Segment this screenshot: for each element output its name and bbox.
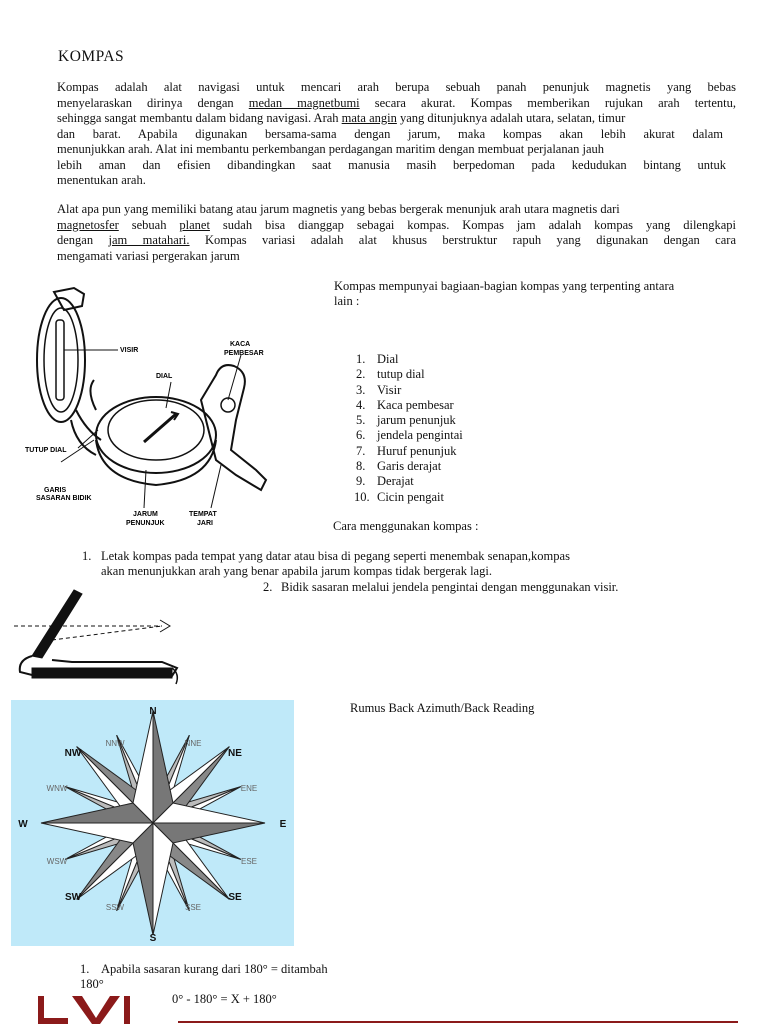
link-medan-magnetbumi[interactable]: medan magnetbumi <box>248 95 360 110</box>
list-label: Visir <box>377 382 402 397</box>
rose-label-sse: SSE <box>184 903 202 912</box>
list-item <box>356 474 463 489</box>
text-line <box>57 233 736 249</box>
text-fragment: dengan <box>57 233 109 247</box>
paragraph-intro <box>57 80 736 189</box>
label-dial: DIAL <box>156 373 173 380</box>
rose-label-nnw: NNW <box>105 739 125 748</box>
list-item <box>356 383 463 398</box>
rose-label-ssw: SSW <box>105 903 125 912</box>
label-kaca: KACA <box>230 341 251 348</box>
text-fragment: secara akurat. Kompas memberikan rujukan arah tertentu, <box>359 95 737 110</box>
rose-label-ese: ESE <box>240 857 258 866</box>
text-fragment: sehingga sangat membantu dalam bidang navigasi. Arah <box>57 111 342 125</box>
list-number: 4. <box>356 397 366 412</box>
list-label: tutup dial <box>377 367 425 382</box>
compass-parts-diagram <box>16 280 316 530</box>
rose-label-s: S <box>149 933 157 944</box>
rule-text: Apabila sasaran kurang dari 180° = ditambah <box>101 962 328 976</box>
text-line: menentukan arah. <box>57 173 146 187</box>
list-number: 3. <box>356 382 366 397</box>
label-visir: VISIR <box>120 347 139 354</box>
rose-label-ne: NE <box>228 748 242 759</box>
text-line <box>80 962 328 977</box>
text-line <box>57 96 736 112</box>
text-fragment: sudah bisa dianggap sebagai kompas. Kompas jam adalah kompas yang dilengkapi <box>209 217 736 232</box>
list-number: 1. <box>356 352 366 366</box>
label-sasaran-bidik: SASARAN BIDIK <box>36 495 92 502</box>
label-pembesar: PEMBESAR <box>224 350 264 357</box>
list-item <box>356 444 463 459</box>
list-item <box>354 490 463 505</box>
rose-label-n: N <box>149 706 157 717</box>
rose-label-e: E <box>279 819 287 830</box>
step-number: 1. <box>82 549 92 563</box>
link-magnetosfer[interactable]: magnetosfer <box>57 217 119 232</box>
footer-rule <box>178 1021 738 1023</box>
paragraph-definition <box>57 202 736 264</box>
label-tutup-dial: TUTUP DIAL <box>25 447 67 454</box>
list-label: Derajat <box>377 474 414 489</box>
usage-heading: Cara menggunakan kompas : <box>333 519 479 533</box>
list-number: 6. <box>356 428 366 443</box>
list-item <box>356 413 463 428</box>
list-number: 7. <box>356 443 366 458</box>
parts-list <box>356 352 463 505</box>
back-azimuth-heading: Rumus Back Azimuth/Back Reading <box>350 701 535 715</box>
rose-label-se: SE <box>228 892 242 903</box>
list-label: jendela pengintai <box>377 428 463 443</box>
text-line: lebih aman dan efisien dibandingkan saat manusia masih berpedoman pada kedudukan bintang untuk <box>57 157 726 172</box>
text-line <box>82 549 570 564</box>
link-mata-angin[interactable]: mata angin <box>341 111 397 125</box>
label-garis: GARIS <box>44 487 67 494</box>
list-item <box>356 367 463 382</box>
text-fragment: Kompas variasi adalah alat khusus berstruktur rapuh yang digunakan dengan cara <box>189 233 736 247</box>
rose-label-wsw: WSW <box>46 857 68 866</box>
list-label: Cicin pengait <box>377 489 444 504</box>
parts-intro <box>334 279 738 309</box>
link-jam-matahari[interactable]: jam matahari. <box>108 233 190 247</box>
text-line: 180° <box>80 977 104 991</box>
text-line <box>57 111 736 127</box>
link-planet[interactable]: planet <box>179 217 210 232</box>
list-item <box>356 352 463 367</box>
label-penunjuk: PENUNJUK <box>126 520 165 527</box>
rose-label-nw: NW <box>64 748 82 759</box>
text-line: akan menunjukkan arah yang benar apabila jarum kompas tidak bergerak lagi. <box>101 564 492 578</box>
formula: 0° - 180° = X + 180° <box>172 992 277 1006</box>
step-text: Letak kompas pada tempat yang datar atau bisa di pegang seperti menembak senapan,kompas <box>101 549 570 563</box>
step-2 <box>263 580 618 595</box>
list-item <box>356 398 463 413</box>
label-tempat: TEMPAT <box>189 511 217 518</box>
text-line: Kompas mempunyai bagiaan-bagian kompas yang terpenting antara <box>334 279 675 293</box>
text-line: lain : <box>334 294 360 308</box>
text-line: mengamati variasi pergerakan jarum <box>57 248 240 263</box>
label-jari: JARI <box>197 520 213 527</box>
text-fragment: menyelaraskan dirinya dengan <box>57 95 249 110</box>
step-text: Bidik sasaran melalui jendela pengintai dengan menggunakan visir. <box>281 580 619 594</box>
text-fragment: yang ditunjuknya adalah utara, selatan, timur <box>396 111 626 125</box>
list-label: jarum penunjuk <box>377 413 456 428</box>
rule-number: 1. <box>80 962 90 976</box>
page-title: KOMPAS <box>58 48 125 65</box>
list-number: 9. <box>356 474 366 489</box>
list-number: 2. <box>356 367 366 382</box>
text-fragment: sebuah <box>118 217 180 232</box>
list-number: 10. <box>354 489 370 504</box>
text-line: Alat apa pun yang memiliki batang atau jarum magnetis yang bebas bergerak menunjuk arah utara magnetis dari <box>57 202 620 216</box>
list-label: Dial <box>377 352 399 366</box>
label-jarum: JARUM <box>133 511 158 518</box>
rose-label-ene: ENE <box>240 784 258 793</box>
text-line <box>57 218 736 234</box>
text-line: menunjukkan arah. Alat ini membantu perkembangan perdagangan maritim dengan membuat perjalanan jauh <box>57 142 605 156</box>
compass-rose <box>11 700 294 946</box>
rose-label-wnw: WNW <box>46 784 68 793</box>
list-item <box>356 459 463 474</box>
list-number: 8. <box>356 459 366 474</box>
text-line: dan barat. Apabila digunakan bersama-sama dengan jarum, maka kompas akan lebih akurat dalam <box>57 126 723 141</box>
list-number: 5. <box>356 413 366 428</box>
sighting-illustration <box>12 586 187 698</box>
rose-label-nne: NNE <box>184 739 202 748</box>
rose-label-w: W <box>18 819 28 830</box>
list-label: Kaca pembesar <box>377 397 454 412</box>
footer-logo-mark <box>38 996 134 1024</box>
list-label: Garis derajat <box>377 459 442 474</box>
list-label: Huruf penunjuk <box>377 443 457 458</box>
rose-label-sw: SW <box>64 892 82 903</box>
rule-1 <box>80 962 328 992</box>
step-number: 2. <box>263 580 273 594</box>
list-item <box>356 428 463 443</box>
step-1 <box>82 549 570 579</box>
text-line: Kompas adalah alat navigasi untuk mencari arah berupa sebuah panah penunjuk magnetis yang bebas <box>57 80 736 94</box>
